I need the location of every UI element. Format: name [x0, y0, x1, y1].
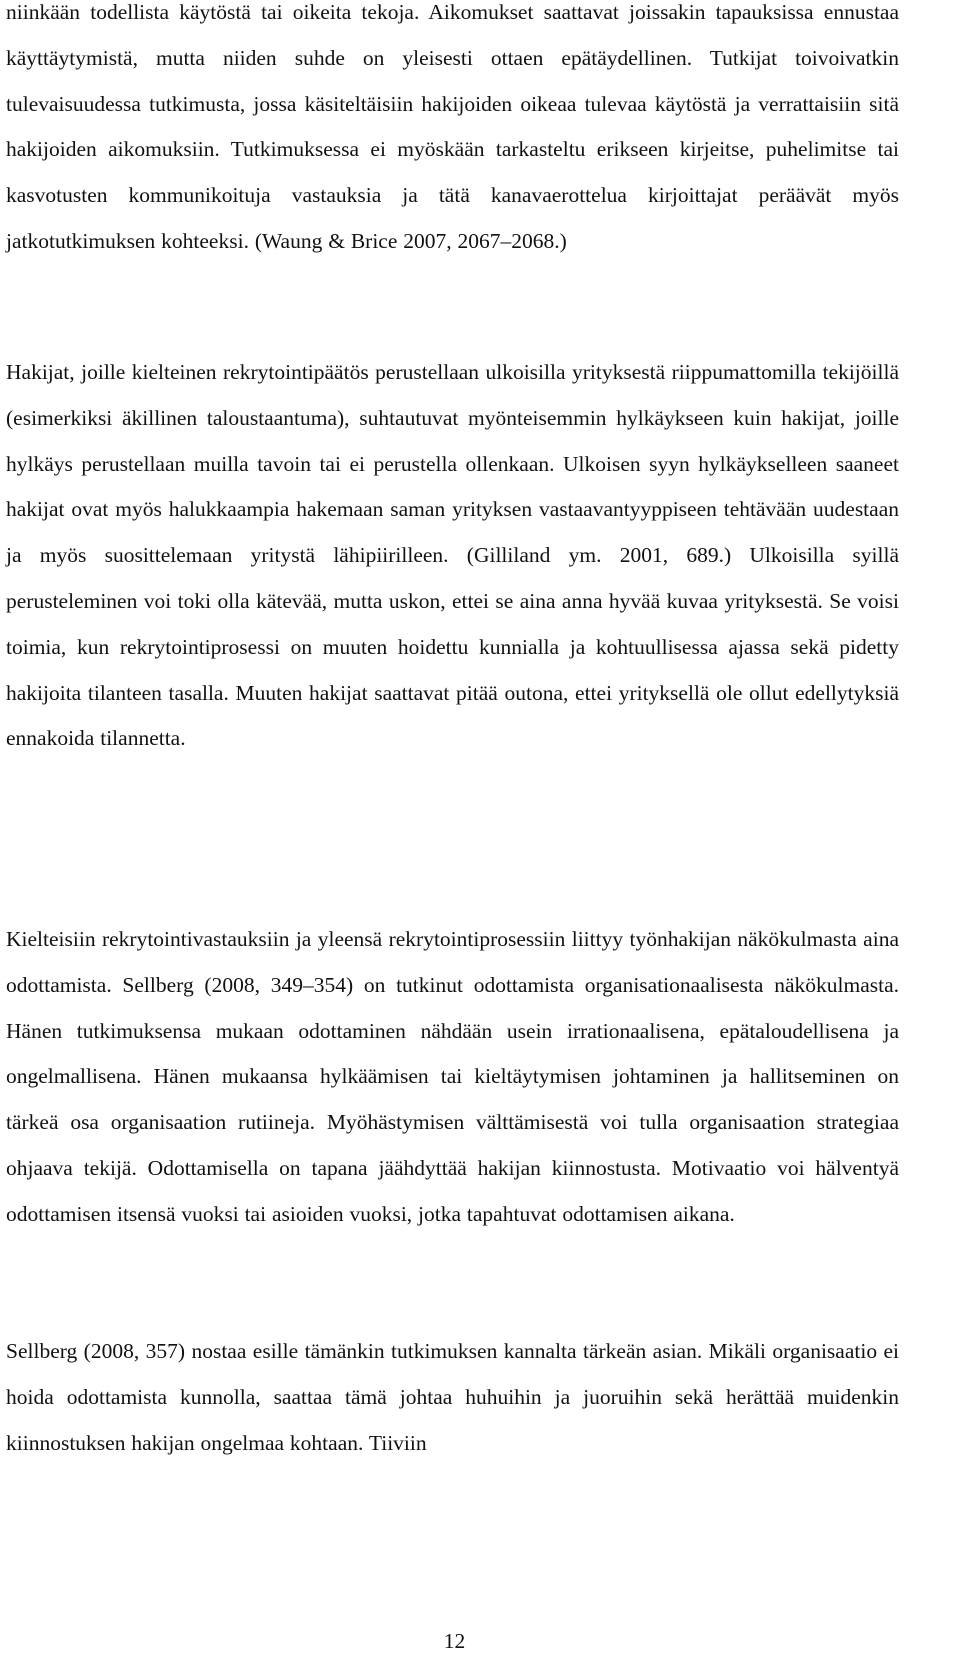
paragraph-continued-text: niinkään todellista käytöstä tai oikeita tekoja. Aikomukset saattavat joissakin tapauksissa ennustaa käyttäytymistä, mutta niiden suhde on yleisesti ottaen epätäydellinen. Tutkijat toivoivatkin tulevaisuudessa tutkimusta, jossa käsiteltäisiin hakijoiden oikeaa tulevaa käytöstä ja verrattaisiin sitä hakijoiden aikomuksiin. Tutkimuksessa ei myöskään tarkasteltu erikseen kirjeitse, puhelimitse tai kasvotusten kommunikoituja vastauksia ja tätä kanavaerottelua kirjoittajat peräävät myös jatkotutkimuksen kohteeksi. (Waung & Brice 2007, 2067–2068.) [6, 0, 899, 253]
paragraph-sellberg-rumours: Sellberg (2008, 357) nostaa esille tämänkin tutkimuksen kannalta tärkeän asian. Mikäli organisaatio ei hoida odottamista kunnolla, saattaa tämä johtaa huhuihin ja juoruihin sekä herättää muidenkin kiinnostuksen hakijan ongelmaa kohtaan. Tiiviin [6, 1339, 899, 1455]
page-number: 12 [443, 1629, 466, 1653]
paragraph-external-reasons: Hakijat, joille kielteinen rekrytointipäätös perustellaan ulkoisilla yrityksestä riippumattomilla tekijöillä (esimerkiksi äkillinen taloustaantuma), suhtautuvat myönteisemmin hylkäykseen kuin hakijat, joille hylkäys perustellaan muilla tavoin tai ei perustella ollenkaan. Ulkoisen syyn hylkäykselleen saaneet hakijat ovat myös halukkaampia hakemaan saman yrityksen vastaavantyyppiseen tehtävään uudestaan ja myös suosittelemaan yritystä lähipiirilleen. (Gilliland ym. 2001, 689.) Ulkoisilla syillä perusteleminen voi toki olla kätevää, mutta uskon, ettei se aina anna hyvää kuvaa yrityksestä. Se voisi toimia, kun rekrytointiprosessi on muuten hoidettu kunnialla ja kohtuullisessa ajassa sekä pidetty hakijoita tilanteen tasalla. Muuten hakijat saattavat pitää outona, ettei yrityksellä ole ollut edellytyksiä ennakoida tilannetta. [6, 360, 899, 751]
paragraph-waiting-organisational: Kielteisiin rekrytointivastauksiin ja yleensä rekrytointiprosessiin liittyy työnhakijan näkökulmasta aina odottamista. Sellberg (2008, 349–354) on tutkinut odottamista organisationaalisesta näkökulmasta. Hänen tutkimuksensa mukaan odottaminen nähdään usein irrationaalisena, epätaloudellisena ja ongelmallisena. Hänen mukaansa hylkäämisen tai kieltäytymisen johtaminen ja hallitseminen on tärkeä osa organisaation rutiineja. Myöhästymisen välttämisestä voi tulla organisaation strategiaa ohjaava tekijä. Odottamisella on tapana jäähdyttää hakijan kiinnostusta. Motivaatio voi hälventyä odottamisen itsensä vuoksi tai asioiden vuoksi, jotka tapahtuvat odottamisen aikana. [6, 927, 899, 1226]
